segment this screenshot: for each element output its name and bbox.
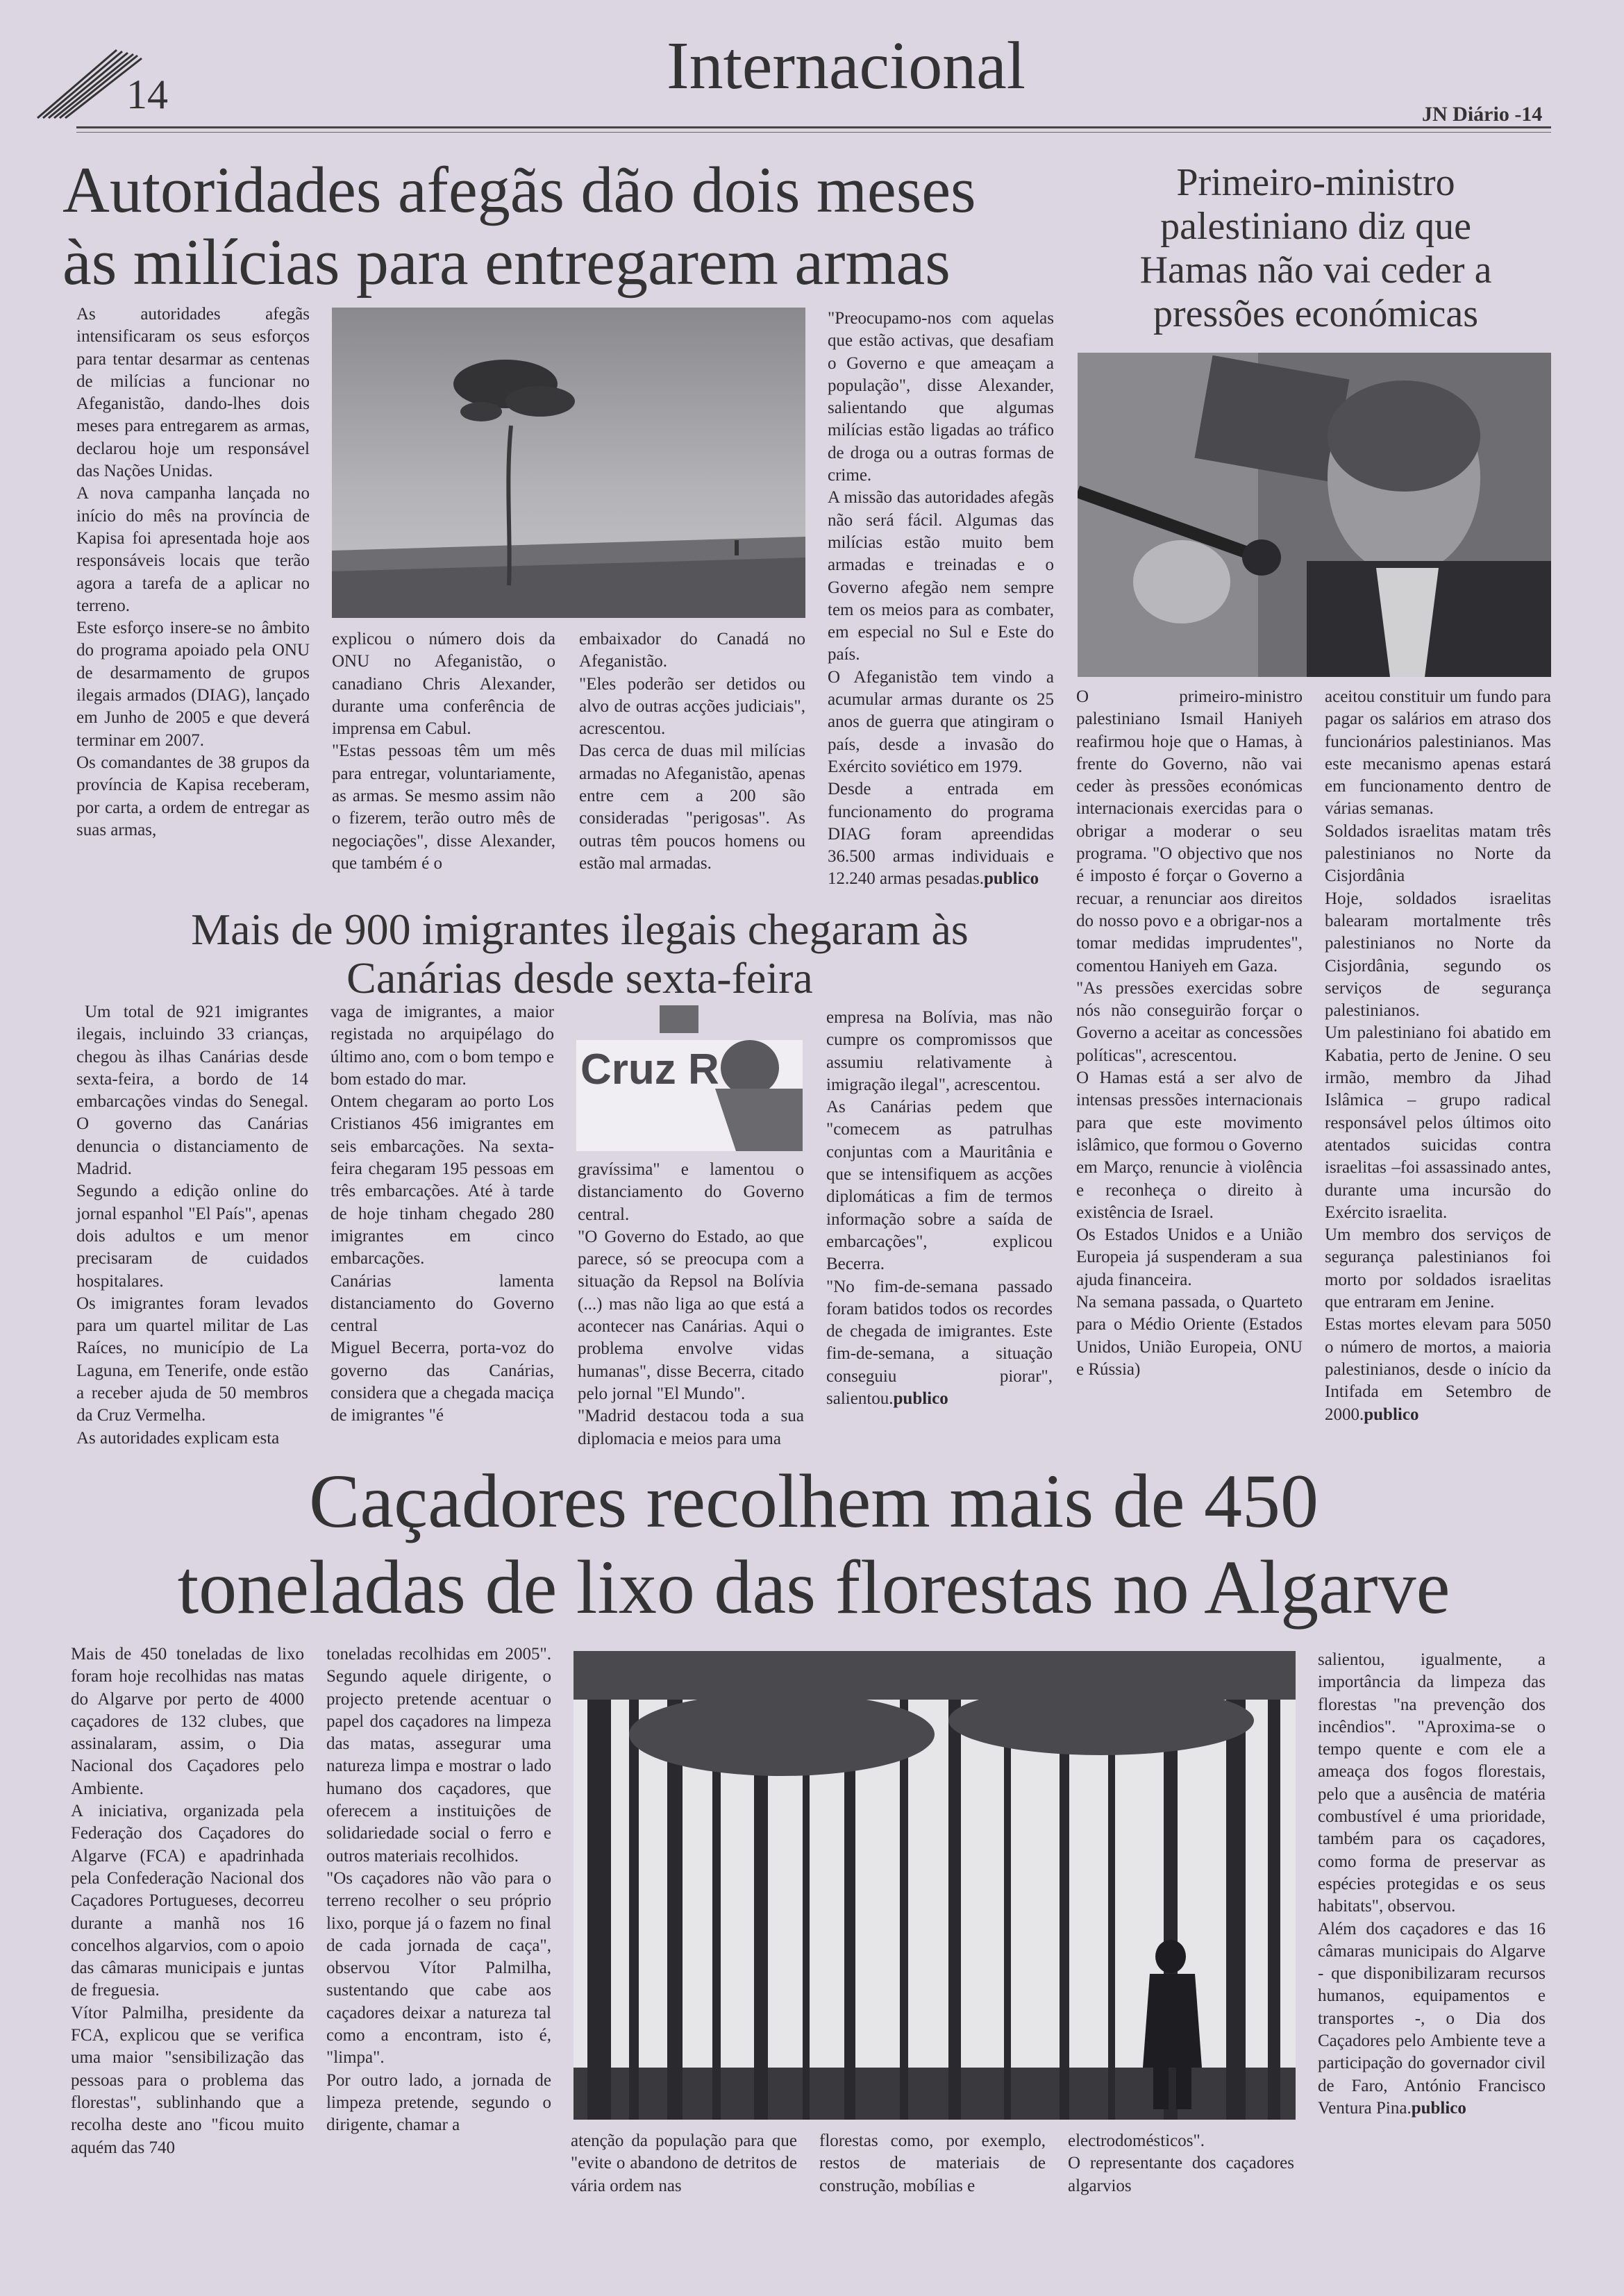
article1-source: publico: [983, 869, 1039, 889]
article2-source: publico: [1364, 1405, 1419, 1424]
article1-photo-tree: [332, 308, 805, 618]
section-title: Internacional: [667, 28, 1026, 103]
article2-headline: Primeiro-ministro palestiniano diz que Hamas não vai ceder a pressões económicas: [1139, 161, 1492, 335]
article3-headline: Mais de 900 imigrantes ilegais chegaram às Canárias desde sexta-feira: [191, 905, 969, 1003]
article3-col4: empresa na Bolívia, mas não cumpre os compromissos que assumiu relativamente à imigração ilegal", acrescentou. As Canárias pedem que "comecem as patrulhas conjuntas com a Mauritânia e que se intensifiquem as acções diplomáticas a fim de termos informação sobre a saída de embarcações", explicou Becerra. "No fim-de-semana passado foram batidos todos os recordes de chegada de imigrantes. Este fim-de-semana, a situação conseguiu piorar", salientou.publico: [826, 1008, 1053, 1409]
article3-photo-red-cross: [576, 1005, 803, 1151]
article1-col1: As autoridades afegãs intensificaram os seus esforços para tentar desarmar as centenas de milícias a funcionar no Afeganistão, dando-lhes dois meses para entregarem as armas, declarou hoje um responsável das Nações Unidas. A nova campanha lançada no início do mês na província de Kapisa foi apresentada hoje aos responsáveis locais que terão agora a tarefa de a aplicar no terreno. Este esforço insere-se no âmbito do programa apoiado pela ONU de desarmamento de grupos ilegais armados (DIAG), lançado em Junho de 2005 e que deverá terminar em 2007. Os comandantes de 38 grupos da província de Kapisa receberam, por carta, a ordem de entregar as suas armas,: [76, 305, 310, 839]
header-rule: [76, 126, 1551, 128]
article3-col1: Um total de 921 imigrantes ilegais, incluindo 33 crianças, chegou às ilhas Canárias desde sexta-feira, a bordo de 14 embarcações vindas do Senegal. O governo das Canárias denuncia o distanciamento de Madrid. Segundo a edição online do jornal espanhol "El País", apenas dois adultos e um menor precisaram de cuidados hospitalares. Os imigrantes foram levados para um quartel militar de Las Raíces, no município de La Laguna, em Tenerife, onde estão a receber ajuda de 50 membros da Cruz Vermelha. As autoridades explicam esta: [76, 1003, 308, 1448]
article4-col4: florestas como, por exemplo, restos de materiais de construção, mobílias e: [819, 2131, 1046, 2195]
header-rule-thin: [76, 132, 1551, 133]
article4-source: publico: [1411, 2098, 1466, 2118]
article4-col2: toneladas recolhidas em 2005". Segundo aquele dirigente, o projecto pretende acentuar o papel dos caçadores na limpeza das matas, assegurar uma natureza limpa e mostrar o lado humano dos caçadores, que oferecem a instituições de solidariedade social o ferro e outros materiais recolhidos. "Os caçadores não vão para o terreno recolher o seu próprio lixo, porque já o fazem no final de cada jornada de caça", observou Vítor Palmilha, sustentando que cabe aos caçadores deixar a natureza tal como a encontram, isto é, "limpa". Por outro lado, a jornada de limpeza pretende, segundo o dirigente, chamar a: [326, 1645, 551, 2135]
page-number: 14: [126, 72, 168, 117]
article1-col2: explicou o número dois da ONU no Afeganistão, o canadiano Chris Alexander, durante uma conferência de imprensa em Cabul. "Estas pessoas têm um mês para entregar, voluntariamente, as armas. Se mesmo assim não o fizerem, terão outro mês de negociações", disse Alexander, que também é o: [332, 630, 555, 873]
article4-col1: Mais de 450 toneladas de lixo foram hoje recolhidas nas matas do Algarve por perto de 4000 caçadores de 132 clubes, que assinalaram, assim, o Dia Nacional dos Caçadores pelo Ambiente. A iniciativa, organizada pela Federação dos Caçadores do Algarve (FCA) e apadrinhada pela Confederação Nacional dos Caçadores Portugueses, decorreu durante a manhã nos 16 concelhos algarvios, com o apoio das câmaras municipais e juntas de freguesia. Vítor Palmilha, presidente da FCA, explicou que se verifica uma maior "sensibilização das pessoas para o problema das florestas", sublinhando que a recolha deste ano "ficou muito aquém das 740: [71, 1645, 304, 2157]
article4-col5: electrodomésticos". O representante dos caçadores algarvios: [1068, 2131, 1294, 2195]
article1-headline: Autoridades afegãs dão dois meses às milícias para entregarem armas: [62, 154, 976, 299]
article3-source: publico: [893, 1389, 948, 1409]
article2-col1: O primeiro-ministro palestiniano Ismail Haniyeh reafirmou hoje que o Hamas, à frente do Governo, não vai ceder às pressões económicas internacionais exercidas para o obrigar a moderar o seu programa. "O objectivo que nos é imposto é forçar o Governo a recuar, a renunciar aos direitos do nosso povo e a obrigar-nos a tomar medidas imprudentes", comentou Haniyeh em Gaza. "As pressões exercidas sobre nós não conseguirão forçar o Governo a aceitar as concessões políticas", acrescentou. O Hamas está a ser alvo de intensas pressões internacionais para que este movimento islâmico, que formou o Governo em Março, renuncie à violência e reconheça o direito à existência de Israel. Os Estados Unidos e a União Europeia já suspenderam a sua ajuda financeira. Na semana passada, o Quarteto para o Médio Oriente (Estados Unidos, União Europeia, ONU e Rússia): [1076, 687, 1303, 1379]
article1-col3: embaixador do Canadá no Afeganistão. "Eles poderão ser detidos ou alvo de outras acções judiciais", acrescentou. Das cerca de duas mil milícias armadas no Afeganistão, apenas entre cem a 200 são consideradas "perigosas". As outras têm poucos homens ou estão mal armadas.: [579, 630, 805, 873]
edition-label: JN Diário -14: [1422, 103, 1543, 126]
article4-col3: atenção da população para que "evite o abandono de detritos de vária ordem nas: [571, 2131, 797, 2195]
photo-sign-text: Cruz R: [580, 1046, 719, 1093]
article3-col3: gravíssima" e lamentou o distanciamento do Governo central. "O Governo do Estado, ao que parece, só se preocupa com a situação da Repsol na Bolívia (...) mas não liga ao que está a acontecer nas Canárias. Aqui o problema envolve vidas humanas", disse Becerra, citado pelo jornal "El Mundo". "Madrid destacou toda a sua diplomacia e meios para uma: [578, 1160, 804, 1448]
article3-col2: vaga de imigrantes, a maior registada no arquipélago do último ano, com o bom tempo e bom estado do mar. Ontem chegaram ao porto Los Cristianos 456 imigrantes em seis embarcações. Na sexta-feira chegaram 195 pessoas em três embarcações. Até à tarde de hoje tinham chegado 280 imigrantes em cinco embarcações. Canárias lamenta distanciamento do Governo central Miguel Becerra, porta-voz do governo das Canárias, considera que a chegada maciça de imigrantes "é: [330, 1003, 554, 1425]
article2-col2: aceitou constituir um fundo para pagar os salários em atraso dos funcionários palestinianos. Mas este mecanismo apenas estará em funcionamento dentro de várias semanas. Soldados israelitas matam três palestinianos no Norte da Cisjordânia Hoje, soldados israelitas balearam mortalmente três palestinianos no Norte da Cisjordânia, segundo os serviços de segurança palestinianos. Um palestiniano foi abatido em Kabatia, perto de Jenine. O seu irmão, membro da Jihad Islâmica – grupo radical responsável pelos últimos oito atentados suicidas contra israelitas –foi assassinado antes, durante uma incursão do Exército israelita. Um membro dos serviços de segurança palestinianos foi morto por soldados israelitas que entraram em Jenine. Estas mortes elevam para 5050 o número de mortos, a maioria palestinianos, desde o início da Intifada em Setembro de 2000.publico: [1325, 687, 1551, 1424]
article4-col6: salientou, igualmente, a importância da limpeza das florestas "na prevenção dos incêndios". "Aproxima-se o tempo quente e com ele a ameaça dos fogos florestais, pelo que a ausência de matéria combustível é uma prioridade, também para os caçadores, como forma de preservar as espécies protegidas e os seus habitats", observou. Além dos caçadores e das 16 câmaras municipais do Algarve - que disponibilizaram recursos humanos, equipamentos e transportes -, o Dia dos Caçadores pelo Ambiente teve a participação do governador civil de Faro, António Francisco Ventura Pina.publico: [1318, 1650, 1546, 2118]
article2-photo-haniyeh: [1078, 353, 1551, 677]
article1-col4: "Preocupamo-nos com aquelas que estão activas, que desafiam o Governo e que ameaçam a população", disse Alexander, salientando que algumas milícias estão ligadas ao tráfico de droga ou a outras formas de crime. A missão das autoridades afegãs não será fácil. Algumas das milícias estão muito bem armadas e treinadas e o Governo afegão nem sempre tem os meios para as combater, em especial no Sul e Este do país. O Afeganistão tem vindo a acumular armas durante os 25 anos de guerra que atingiram o país, desde a invasão do Exército soviético em 1979. Desde a entrada em funcionamento do programa DIAG foram apreendidas 36.500 armas individuais e 12.240 armas pesadas.publico: [828, 309, 1054, 889]
article4-photo-forest: [574, 1651, 1296, 2120]
article4-headline: Caçadores recolhem mais de 450 toneladas de lixo das florestas no Algarve: [177, 1459, 1450, 1629]
